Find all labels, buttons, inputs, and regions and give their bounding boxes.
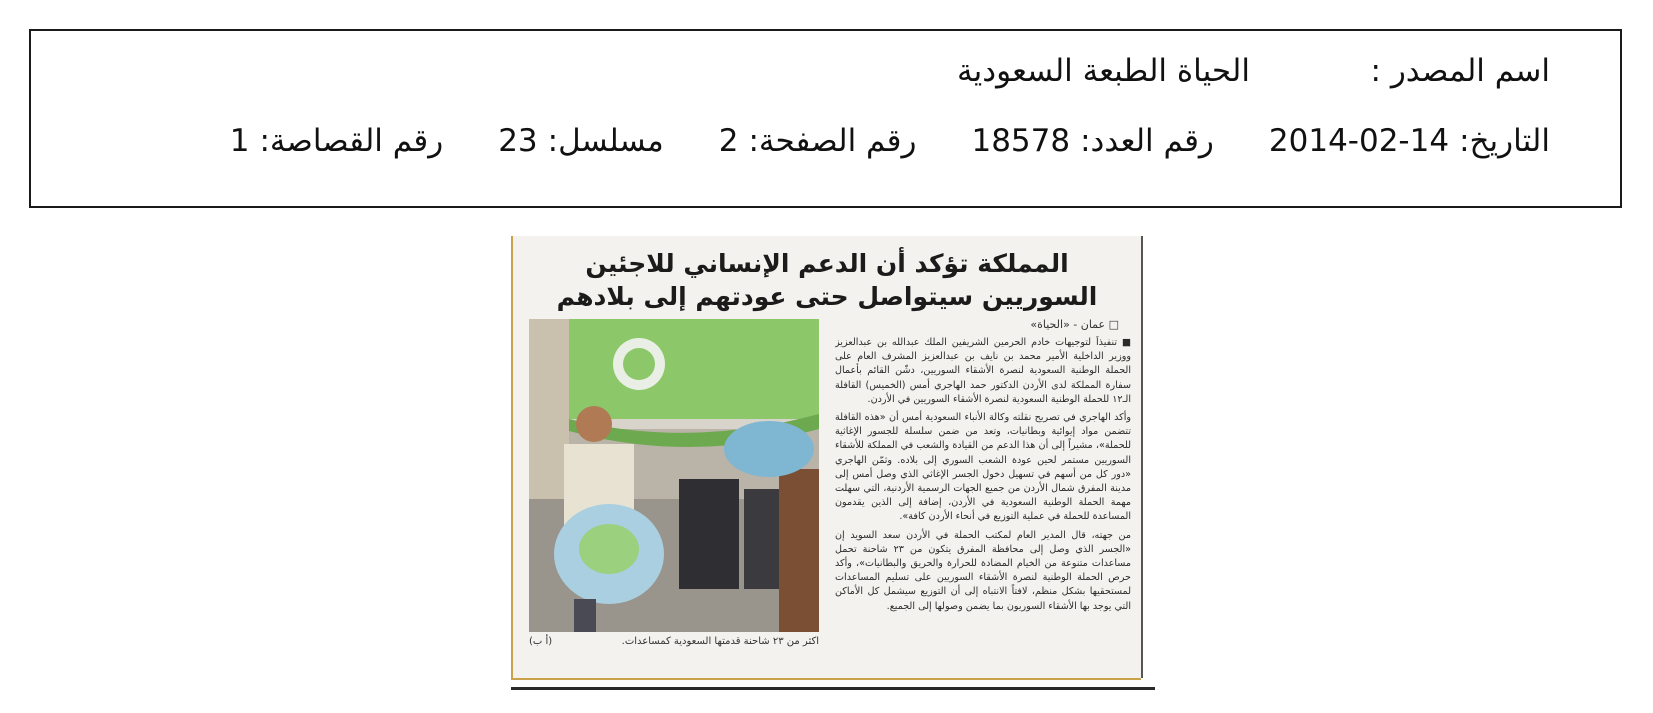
page-field [719,123,917,159]
clipping-value: 1 [229,123,250,159]
issue-value: 18578 [971,123,1071,159]
clipping-field [230,123,443,159]
source-label: اسم المصدر : [1370,53,1550,89]
newspaper-clipping [511,236,1141,680]
page-value: 2 [718,123,739,159]
page-label: رقم الصفحة: [748,123,917,159]
byline: □ عمان - «الحياة» [1030,318,1119,331]
caption-credit: (أ ب) [529,636,553,647]
article-body [835,336,1131,656]
date-label: التاريخ: [1459,123,1550,159]
source-value: الحياة الطبعة السعودية [957,53,1250,89]
date-value: 2014-02-14 [1268,123,1450,159]
issue-label: رقم العدد: [1080,123,1214,159]
clipping-metadata-box [29,29,1622,208]
photo-caption [529,636,819,647]
serial-field [498,123,664,159]
headline-line-1: المملكة تؤكد أن الدعم الإنساني للاجئين [585,249,1069,278]
caption-text: اكثر من ٢٣ شاحنة قدمتها السعودية كمساعدات. [621,636,819,647]
serial-label: مسلسل: [547,123,664,159]
clipping-right-rule [1141,236,1143,678]
clipping-label: رقم القصاصة: [259,123,444,159]
source-row [957,53,1550,89]
paragraph-2: وأكد الهاجري في تصريح نقلته وكالة الأنباء السعودية أمس أن «هذه القافلة تتضمن مواد إيوائية وبطانيات، وتعد من ضمن سلسلة للجسور الإغاثية للحملة»، مشيراً إلى أن هذا الدعم من القيادة والشعب في المملكة للأشقاء السوريين مستمر لحين عودة الشعب السوري إلى بلاده. وثمّن الهاجري «دور كل من أسهم في تسهيل دخول الجسر الإغاثي الذي وصل أمس إلى مدينة المفرق شمال الأردن من جميع الجهات الرسمية الأردنية، التي سهلت مهمة الحملة الوطنية السعودية في الأردن، إضافة إلى الذين يقدمون المساعدة للحملة في عملية التوزيع في أنحاء الأردن كافة». [835,412,1131,523]
date-field [1269,123,1550,159]
paragraph-1: ■ تنفيذاً لتوجيهات خادم الحرمين الشريفين الملك عبدالله بن عبدالعزيز ووزير الداخلية الأمير محمد بن نايف بن عبدالعزيز المشرف العام على الحملة الوطنية السعودية لنصرة الأشقاء السوريين، دشّن القائم بأعمال سفارة المملكة لدى الأردن الدكتور حمد الهاجري أمس (الخميس) القافلة الـ١٢ للحملة الوطنية السعودية لنصرة الأشقاء السوريين في الأردن. [835,337,1131,405]
details-row [175,123,1550,159]
headline-line-2: السوريين سيتواصل حتى عودتهم إلى بلادهم [556,282,1098,311]
paragraph-3: من جهته، قال المدير العام لمكتب الحملة في الأردن سعد السويد إن «الجسر الذي وصل إلى محافظة المفرق يتكون من ٢٣ شاحنة تحمل مساعدات متنوعة من الخيام المضادة للحرارة والحريق والبطانيات»، وأكد حرص الحملة الوطنية لنصرة الأشقاء السوريين على تسليم المساعدات لمستحقيها بشكل منظم، لافتاً الانتباه إلى أن التوزيع سيشمل كل الأماكن التي يوجد بها الأشقاء السوريون بما يضمن وصولها إلى الجميع. [835,529,1131,612]
news-photo [529,319,819,632]
issue-field [971,123,1213,159]
serial-value: 23 [498,123,538,159]
clipping-bottom-rule [511,687,1155,690]
